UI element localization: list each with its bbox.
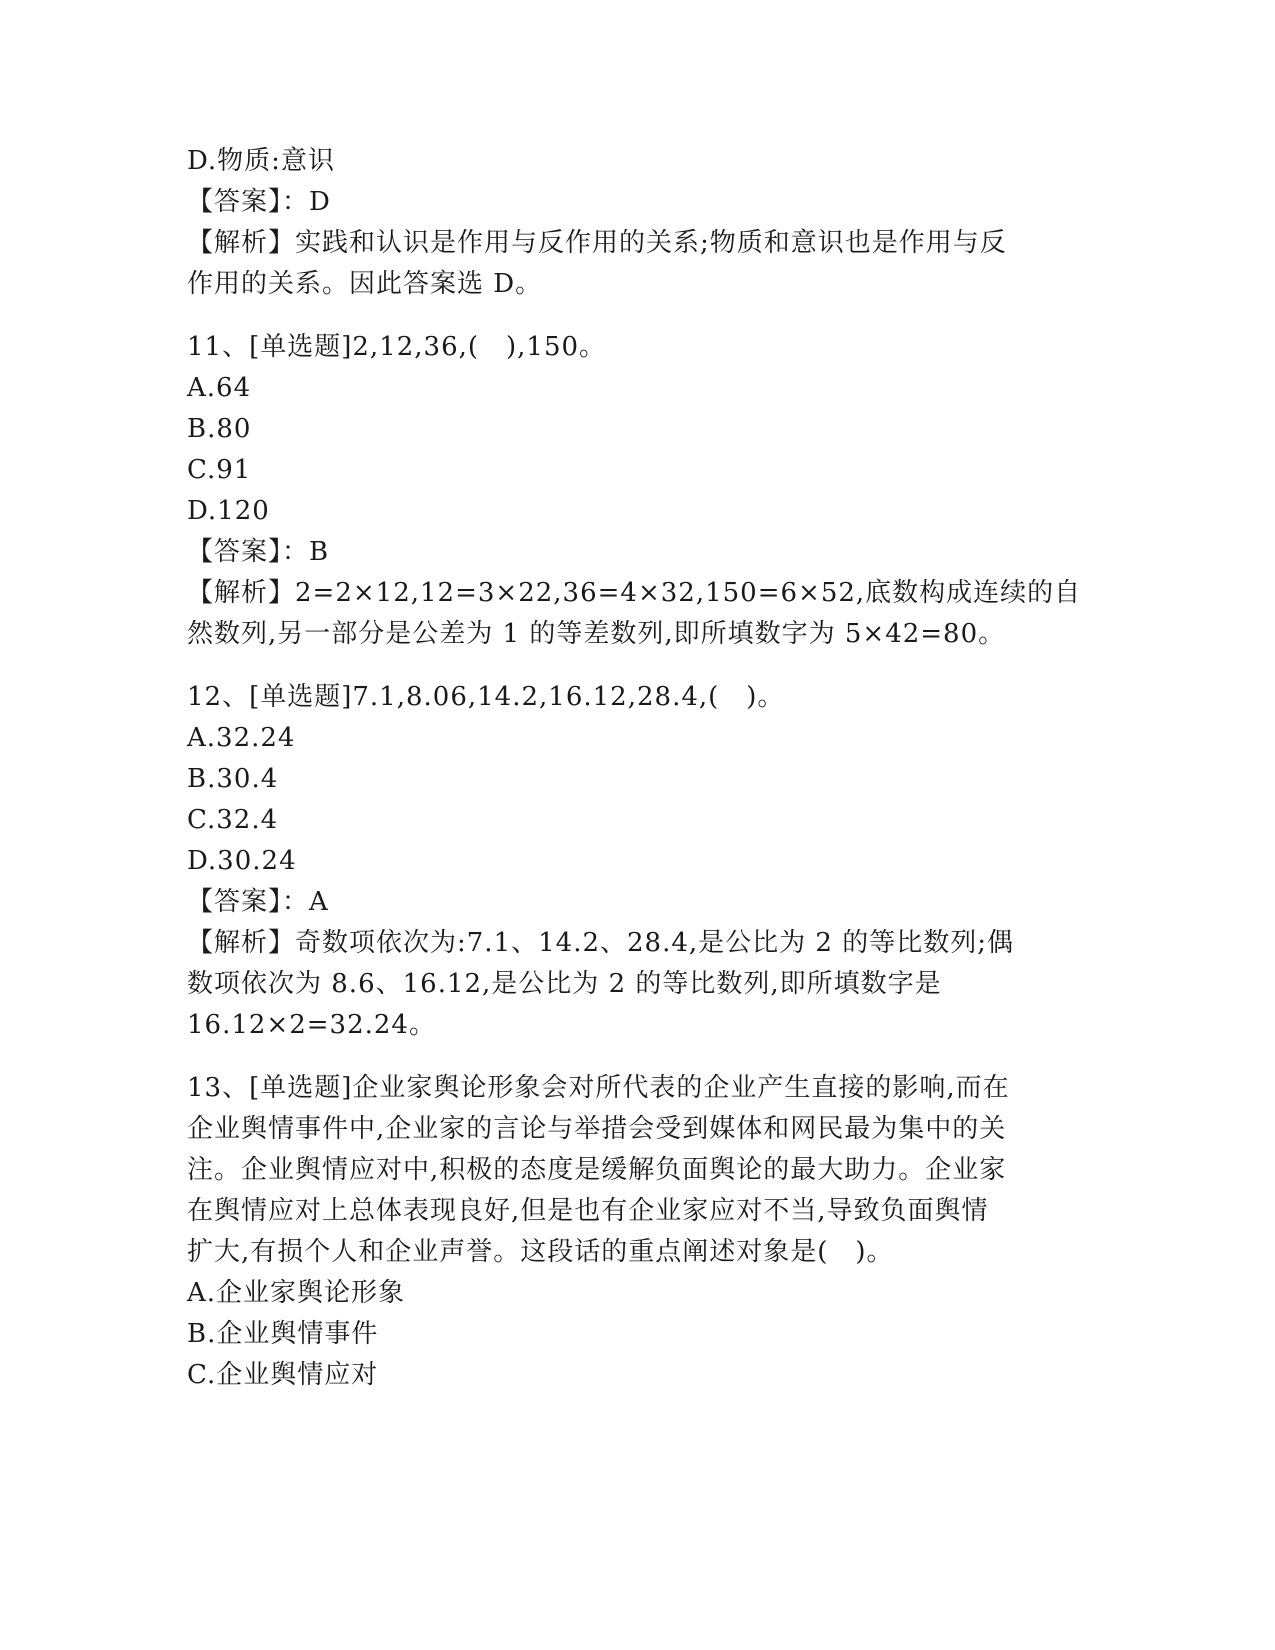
q13-stem-line-3: 注。企业舆情应对中,积极的态度是缓解负面舆论的最大助力。企业家: [187, 1155, 1007, 1185]
q13-option-c: C.企业舆情应对: [187, 1360, 379, 1390]
prev-answer: 【答案】：D: [187, 187, 331, 217]
q12-option-d: D.30.24: [187, 846, 297, 876]
q12-analysis-line-2: 数项依次为 8.6、16.12,是公比为 2 的等比数列,即所填数字是: [187, 969, 942, 999]
q11-analysis-line-1: 【解析】2=2×12,12=3×22,36=4×32,150=6×52,底数构成连续的自: [187, 578, 1082, 608]
q13-option-b: B.企业舆情事件: [187, 1319, 379, 1349]
q12-analysis-line-1: 【解析】奇数项依次为:7.1、14.2、28.4,是公比为 2 的等比数列;偶: [187, 928, 1014, 958]
q13-stem-line-1: 13、[单选题]企业家舆论形象会对所代表的企业产生直接的影响,而在: [187, 1073, 1010, 1103]
q12-stem: 12、[单选题]7.1,8.06,14.2,16.12,28.4,( )。: [187, 682, 785, 712]
q11-stem: 11、[单选题]2,12,36,( ),150。: [187, 332, 607, 362]
q13-stem-line-4: 在舆情应对上总体表现良好,但是也有企业家应对不当,导致负面舆情: [187, 1196, 989, 1226]
prev-analysis-line-2: 作用的关系。因此答案选 D。: [187, 269, 543, 299]
q12-option-c: C.32.4: [187, 805, 279, 835]
q11-option-b: B.80: [187, 414, 252, 444]
prev-option-d: D.物质:意识: [187, 146, 335, 176]
q12-answer: 【答案】：A: [187, 887, 329, 917]
q12-analysis-line-3: 16.12×2=32.24。: [187, 1010, 436, 1040]
q12-option-a: A.32.24: [187, 723, 296, 753]
prev-analysis-line-1: 【解析】实践和认识是作用与反作用的关系;物质和意识也是作用与反: [187, 228, 1007, 258]
q11-option-c: C.91: [187, 455, 252, 485]
q11-option-a: A.64: [187, 373, 252, 403]
q12-option-b: B.30.4: [187, 764, 279, 794]
q13-stem-line-5: 扩大,有损个人和企业声誉。这段话的重点阐述对象是( )。: [187, 1237, 894, 1267]
q11-analysis-line-2: 然数列,另一部分是公差为 1 的等差数列,即所填数字为 5×42=80。: [187, 619, 1006, 649]
q11-answer: 【答案】：B: [187, 537, 330, 567]
q11-option-d: D.120: [187, 496, 270, 526]
q13-option-a: A.企业家舆论形象: [187, 1278, 406, 1308]
q13-stem-line-2: 企业舆情事件中,企业家的言论与举措会受到媒体和网民最为集中的关: [187, 1114, 1007, 1144]
